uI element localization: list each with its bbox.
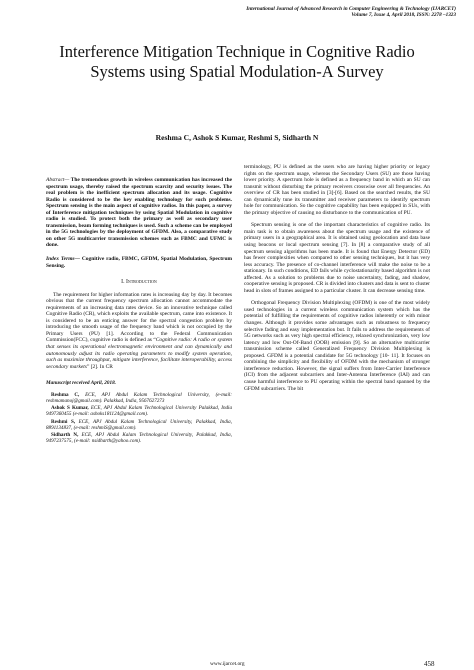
- footer-url: www.ijarcet.org: [210, 661, 245, 667]
- affiliation-item: [46, 392, 232, 404]
- fcc-definition-quote: Cognitive radio: A radio or system that senses its operational electromagnetic environment and can dynamically and autonomously adjust its radio operating parameters to modify system operation, such as maximize throughput, mitigate interference, facilitate interoperability, access secondary markets: [46, 337, 232, 370]
- index-terms-lead: Index Terms—: [46, 256, 80, 263]
- intro-text: The requirement for higher information rates is increasing day by day. It becomes obvious that the current frequency spectrum allocation cannot accommodate the requirements of an increasing data rates device. So an innovative technique called Cognitive Radio (CR), which exploits the available spectrum, came into existence. It is considered to be an enticing answer for the spectral congestion problem by introducing the smooth usage of the frequency band which is not occupied by the Primary Users (PU) [1]. According to the Federal Communication Commission(FCC), cognitive radio is defined as “: [46, 291, 232, 344]
- abstract-text: The tremendous growth in wireless communication has increased the spectrum usage, thereby raised the spectrum scarcity and security issues. The real problem is the inefficient spectrum allocation and its usage. Cognitive Radio is considered to be the key enabling technology for such problems. Spectrum sensing is the main aspect of cognitive radios. In this paper, a survey of Interference mitigation techniques by using Spatial Modulation in cognitive radio is studied. To protect both the primary as well as secondary user transmission, beam forming techniques is used. Such a scheme can be employed in the 5G technologies by the deployment of GFDM. Also, a comparative study on other 5G multicarrier transmission schemes such as FBMC and UFMC is done.: [46, 177, 233, 249]
- affiliation-item: [46, 419, 232, 431]
- affiliation-item: [46, 432, 232, 444]
- manuscript-note: Manuscript received April, 2018.: [46, 380, 116, 387]
- abstract-lead: Abstract—: [46, 177, 70, 183]
- paper-authors: Reshma C, Ashok S Kumar, Reshmi S, Sidharth N: [155, 133, 319, 142]
- section-heading-introduction: I. Introduction: [121, 279, 157, 286]
- body-paragraph: terminology, PU is defined as the users who are having higher priority or legacy rights on the spectrum usage, whereas the Secondary Users (SU) are those having lower priority. A spectrum hole is defined as a frequency band in which an SU can transmit without disturbing the primary receivers crosswise over all frequencies. An overview of CR has been studied in [3]-[6]. Based on the searched results, the SU can dynamically tune its transmitter and receiver parameters to identify spectrum hole for communication. So the cognitive capability has been equipped in SUs, with the primary objective of causing no disturbance to the communication of PU.: [244, 164, 430, 216]
- affiliation-name: Ashok S Kumar,: [51, 405, 89, 412]
- affiliation-text: ECE, APJ Abdul Kalam Technological University Palakkad, India 9497360455 (e-mail: ashoks181124@gmail.com).: [46, 405, 232, 418]
- body-paragraph: Orthogonal Frequency Division Multiplexing (OFDM) is one of the most widely used technologies in a current wireless communication system which has the potential of fulfilling the requirements of cognitive radios inherently or with minor changes. Although it provides some advantages such as robustness to frequency selective fading and easy implementation but. It fails to address the requirements of 5G networks such as very high spectral efficiency, relaxed synchronization, very low latency and low Out-Of-Band (OOB) emission [9]. So an alternative multicarrier transmission scheme called Generalized Frequency Division Multiplexing is proposed. GFDM is a potential candidate for 5G technology [10- 11]. It focuses on combining the simplicity and flexibility of OFDM with the mechanism of stronger interference reduction. However, the signal suffers from Inter-Carrier Interference (ICI) from the adjacent subcarriers and Inter-Antenna Interference (IAI) and can cause harmful interference to PU operating within the spectral band spanned by the GFDM subcarriers. The bit: [244, 300, 430, 392]
- journal-name: International Journal of Advanced Research in Computer Engineering & Technology (IJARCET): [246, 6, 456, 12]
- index-terms: [46, 256, 232, 269]
- intro-paragraph: [46, 292, 232, 371]
- page-number: 458: [424, 660, 435, 668]
- right-column: [244, 164, 430, 392]
- intro-text-end: ” [2]. In CR: [86, 363, 113, 370]
- index-terms-text: Cognitive radio, FBMC, GFDM, Spatial Modulation, Spectrum Sensing.: [46, 256, 233, 269]
- affiliation-item: [46, 405, 232, 417]
- affiliation-text: ECE, APJ Abdul Kalam Technological University, (e-mail: reshmamanoj@gmail.com). Palakkad, India, 9567627273: [46, 391, 232, 404]
- affiliation-name: Reshma C,: [51, 391, 80, 398]
- affiliation-name: Reshmi S,: [51, 418, 76, 425]
- journal-volume: Volume 7, Issue 4, April 2018, ISSN: 2278 –1323: [351, 12, 456, 19]
- journal-header: [16, 6, 456, 19]
- affiliation-name: Sidharth N,: [51, 431, 79, 438]
- affiliation-text: ECE, APJ Abdul Kalam Technological University, Palakkad, India, 9497237575, (e-mail: nsidharth@yahoo.com).: [46, 431, 232, 445]
- affiliation-text: ECE, APJ Abdul Kalam Technological University, Palakkad, India, 8891134837, (e-mail: reshmiS@gmail.com).: [46, 418, 232, 431]
- paper-title: Interference Mitigation Technique in Cognitive Radio Systems using Spatial Modulation-A Survey: [59, 42, 415, 81]
- author-affiliations: [46, 392, 232, 445]
- abstract: [46, 177, 232, 249]
- body-paragraph: Spectrum sensing is one of the important characteristics of cognitive radio. Its main task is to obtain awareness about the spectrum usage and the existence of primary users in a geographical area. It is obtained using geolocation and data base using beacons or local spectrum sensing [7]. In [8] a comparative study of all spectrum sensing algorithms has been made. It is found that Energy Detector (ED) has fewer complexities when compared to other sensing techniques, but it has very less accuracy. The presence of co-channel interference will make the noise to be a stationary. In such conditions, ED fails while cyclostationarity based algorithm is not affected. As a solution to problems due to noise uncertainty, fading, and shadow, cooperative sensing is proposed. CR is divided into clusters and data is sent to cluster head in slots of frames assigned to a particular cluster. It can decrease sensing time.: [244, 222, 430, 294]
- left-column: [46, 177, 232, 445]
